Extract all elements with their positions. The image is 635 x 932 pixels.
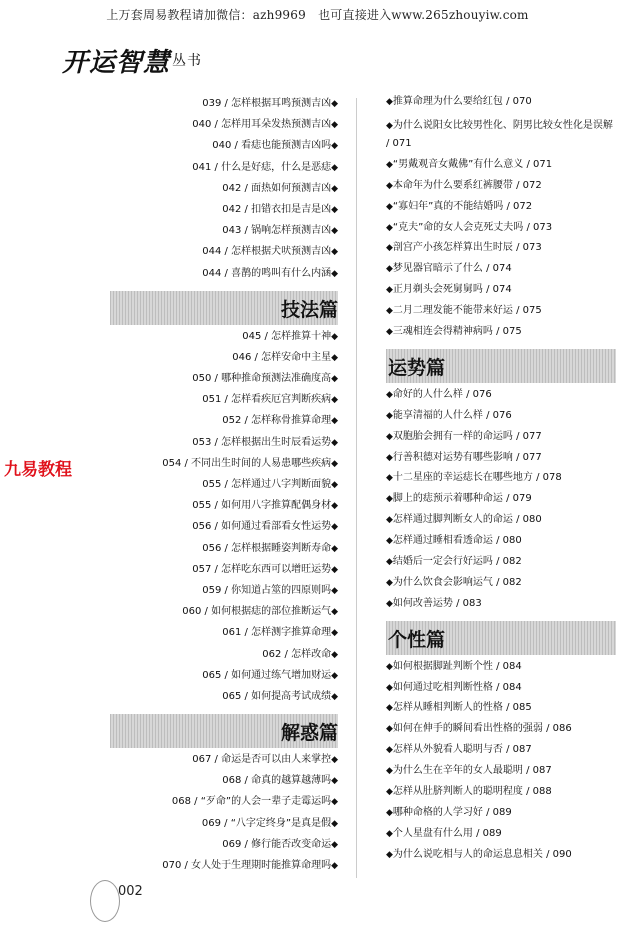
toc-entry-text: 040 / 看痣也能预测吉凶吗 <box>212 140 332 152</box>
toc-right-column <box>386 96 616 870</box>
toc-entry-text: 061 / 怎样测字推算命理 <box>222 627 332 639</box>
diamond-icon: ◆ <box>331 120 338 131</box>
toc-entry-text: 哪种命格的人学习好 / 089 <box>392 806 512 818</box>
diamond-icon: ◆ <box>386 494 393 505</box>
toc-entry[interactable] <box>100 268 338 289</box>
toc-entry[interactable] <box>100 98 338 119</box>
toc-entry-text: 怎样通过脚判断女人的命运 / 080 <box>392 514 542 526</box>
diamond-icon: ◆ <box>331 776 338 787</box>
toc-entry-text: 如何改善运势 / 083 <box>392 597 482 609</box>
toc-entry-text: 043 / 锅响怎样预测吉凶 <box>222 225 332 237</box>
toc-entry[interactable] <box>386 786 616 807</box>
toc-entry[interactable] <box>100 627 338 648</box>
toc-entry-text: 068 / 命真的越算越薄吗 <box>222 775 332 787</box>
diamond-icon: ◆ <box>386 598 393 609</box>
diamond-icon: ◆ <box>331 691 338 702</box>
toc-entry[interactable] <box>100 754 338 775</box>
diamond-icon: ◆ <box>331 395 338 406</box>
toc-entry-text: 为什么饮食会影响运气 / 082 <box>392 576 522 588</box>
toc-entry[interactable] <box>100 458 338 479</box>
diamond-icon: ◆ <box>386 285 393 296</box>
toc-entry[interactable] <box>386 96 616 117</box>
toc-entry-text: 062 / 怎样改命 <box>262 648 332 660</box>
diamond-icon: ◆ <box>331 755 338 766</box>
diamond-icon: ◆ <box>331 141 338 152</box>
diamond-icon: ◆ <box>386 97 393 107</box>
toc-entry-text: 052 / 怎样称骨推算命理 <box>222 415 332 427</box>
toc-entry[interactable] <box>100 204 338 225</box>
toc-entry-text: 050 / 哪种推命预测法准确度高 <box>192 373 332 385</box>
toc-entry[interactable] <box>386 702 616 723</box>
series-title: 开运智慧 <box>62 48 171 78</box>
toc-entry-text: 脚上的痣预示着哪种命运 / 079 <box>392 493 532 505</box>
toc-entry-text: 067 / 命运是否可以由人来掌控 <box>192 754 332 766</box>
diamond-icon: ◆ <box>331 416 338 427</box>
toc-entry[interactable] <box>386 263 616 284</box>
toc-entry[interactable] <box>386 849 616 870</box>
diamond-icon: ◆ <box>386 828 393 839</box>
toc-entry[interactable] <box>100 183 338 204</box>
diamond-icon: ◆ <box>331 649 338 660</box>
diamond-icon: ◆ <box>386 515 393 526</box>
toc-entry[interactable] <box>100 479 338 500</box>
diamond-icon: ◆ <box>386 807 393 818</box>
toc-entry-text: 三魂相连会得精神病吗 / 075 <box>392 326 522 338</box>
diamond-icon: ◆ <box>386 682 393 693</box>
toc-entry[interactable] <box>100 331 338 352</box>
diamond-icon: ◆ <box>331 585 338 596</box>
diamond-icon: ◆ <box>386 849 393 860</box>
toc-entry-text: 056 / 怎样根据睡姿判断寿命 <box>202 542 332 554</box>
diamond-icon: ◆ <box>386 243 393 254</box>
diamond-icon: ◆ <box>386 159 393 170</box>
toc-entry-text: 为什么说吃相与人的命运息息相关 / 090 <box>392 848 572 860</box>
toc-left-group-2 <box>100 331 338 712</box>
diamond-icon: ◆ <box>331 437 338 448</box>
toc-entry[interactable] <box>386 765 616 786</box>
diamond-icon: ◆ <box>386 120 393 131</box>
toc-entry-text: 行善积德对运势有哪些影响 / 077 <box>392 451 542 463</box>
toc-entry[interactable] <box>100 691 338 712</box>
diamond-icon: ◆ <box>331 226 338 237</box>
diamond-icon: ◆ <box>331 818 338 829</box>
toc-entry-text: 个人星盘有什么用 / 089 <box>392 827 502 839</box>
toc-entry[interactable] <box>100 437 338 458</box>
toc-entry[interactable] <box>386 514 616 535</box>
diamond-icon: ◆ <box>331 268 338 279</box>
toc-entry[interactable] <box>386 577 616 598</box>
toc-entry-text: 结婚后一定会行好运吗 / 082 <box>392 556 522 568</box>
site-notice: 上万套周易教程请加微信：azh9969 也可直接进入www.265zhouyiw.com <box>106 8 529 22</box>
toc-entry[interactable] <box>386 493 616 514</box>
toc-entry[interactable] <box>386 305 616 326</box>
toc-entry[interactable] <box>100 606 338 627</box>
toc-entry-text: 为什么生在辛年的女人最聪明 / 087 <box>392 765 552 777</box>
toc-entry-text: 070 / 女人处于生理期时能推算命理吗 <box>162 860 332 871</box>
toc-entry-text: 057 / 怎样吃东西可以增旺运势 <box>192 563 332 575</box>
toc-entry-text: 069 / 修行能否改变命运 <box>222 838 332 850</box>
toc-entry-text: 060 / 如何根据痣的部位推断运气 <box>182 606 332 618</box>
diamond-icon: ◆ <box>386 557 393 568</box>
toc-entry[interactable] <box>100 394 338 415</box>
toc-entry[interactable] <box>386 661 616 682</box>
toc-entry[interactable] <box>100 670 338 691</box>
toc-left-column <box>100 98 338 881</box>
section-title: 个性篇 <box>388 628 446 651</box>
toc-entry-text: 正月剃头会死舅舅吗 / 074 <box>392 284 512 296</box>
diamond-icon: ◆ <box>386 577 393 588</box>
section-header-fortune <box>386 349 616 383</box>
toc-entry[interactable] <box>100 564 338 585</box>
toc-entry-text: 二月二理发能不能带来好运 / 075 <box>392 305 542 317</box>
toc-entry-text: 055 / 怎样通过八字判断面貌 <box>202 479 332 490</box>
diamond-icon: ◆ <box>331 607 338 618</box>
diamond-icon: ◆ <box>386 431 393 442</box>
toc-entry[interactable] <box>100 373 338 394</box>
diamond-icon: ◆ <box>331 374 338 385</box>
toc-entry-text: 梦见器官暗示了什么 / 074 <box>392 263 512 275</box>
toc-entry-text: 能享清福的人什么样 / 076 <box>392 409 512 421</box>
toc-entry-text: 046 / 怎样安命中主星 <box>232 351 332 363</box>
diamond-icon: ◆ <box>386 536 393 547</box>
toc-entry[interactable] <box>100 818 338 839</box>
diamond-icon: ◆ <box>331 628 338 639</box>
series-logo <box>62 42 202 79</box>
toc-entry[interactable] <box>386 326 616 347</box>
toc-entry[interactable] <box>386 682 616 703</box>
toc-entry-text: 怎样从肚脐判断人的聪明程度 / 088 <box>392 786 552 798</box>
diamond-icon: ◆ <box>386 724 393 735</box>
toc-entry[interactable] <box>100 543 338 564</box>
toc-right-group-1 <box>386 96 616 347</box>
toc-entry[interactable] <box>386 472 616 493</box>
toc-entry[interactable] <box>386 535 616 556</box>
diamond-icon: ◆ <box>331 247 338 258</box>
diamond-icon: ◆ <box>386 661 393 672</box>
toc-entry-text: 十二星座的幸运痣长在哪些地方 / 078 <box>392 472 562 484</box>
toc-entry-text: “男戴观音女戴佛”有什么意义 / 071 <box>392 158 553 170</box>
toc-entry[interactable] <box>100 775 338 796</box>
diamond-icon: ◆ <box>331 861 338 871</box>
toc-entry-text: 命好的人什么样 / 076 <box>392 388 492 400</box>
toc-entry[interactable] <box>386 744 616 765</box>
diamond-icon: ◆ <box>386 327 393 338</box>
toc-right-group-3 <box>386 661 616 870</box>
toc-entry-text: 065 / 如何提高考试成绩 <box>222 690 332 702</box>
toc-entry[interactable] <box>100 352 338 373</box>
toc-entry[interactable] <box>386 452 616 473</box>
diamond-icon: ◆ <box>331 183 338 194</box>
toc-entry-text: 051 / 怎样看疾厄宫判断疾病 <box>202 394 332 406</box>
toc-entry-text: 044 / 喜鹊的鸣叫有什么内涵 <box>202 267 332 279</box>
diamond-icon: ◆ <box>386 264 393 275</box>
toc-entry-text: 推算命理为什么要给红包 / 070 <box>392 96 532 107</box>
corner-ornament-icon <box>90 880 120 922</box>
diamond-icon: ◆ <box>386 389 393 400</box>
toc-entry[interactable] <box>386 389 616 410</box>
toc-entry[interactable] <box>100 140 338 161</box>
toc-entry-text: “克夫”命的女人会克死丈夫吗 / 073 <box>392 221 553 233</box>
diamond-icon: ◆ <box>386 452 393 463</box>
toc-entry-text: 044 / 怎样根据犬吠预测吉凶 <box>202 246 332 258</box>
toc-entry-text: 055 / 如何用八字推算配偶身材 <box>192 500 332 512</box>
diamond-icon: ◆ <box>386 787 393 798</box>
toc-entry[interactable] <box>386 431 616 452</box>
toc-entry-text: 053 / 怎样根据出生时辰看运势 <box>192 436 332 448</box>
toc-entry[interactable] <box>100 119 338 140</box>
diamond-icon: ◆ <box>331 797 338 808</box>
toc-entry[interactable] <box>386 222 616 243</box>
toc-entry-text: 042 / 面热如何预测吉凶 <box>222 182 332 194</box>
toc-entry[interactable] <box>100 162 338 183</box>
toc-entry[interactable] <box>100 225 338 246</box>
toc-entry-text: 如何通过吃相判断性格 / 084 <box>392 681 522 693</box>
diamond-icon: ◆ <box>386 473 393 484</box>
toc-entry[interactable] <box>386 807 616 828</box>
diamond-icon: ◆ <box>386 703 393 714</box>
toc-entry[interactable] <box>386 117 616 159</box>
toc-entry-text: 怎样通过睡相看透命运 / 080 <box>392 535 522 547</box>
toc-entry-text: 040 / 怎样用耳朵发热预测吉凶 <box>192 119 332 131</box>
toc-entry[interactable] <box>100 415 338 436</box>
toc-entry[interactable] <box>100 839 338 860</box>
toc-right-group-2 <box>386 389 616 619</box>
diamond-icon: ◆ <box>386 410 393 421</box>
toc-left-group-3 <box>100 754 338 881</box>
toc-entry[interactable] <box>386 410 616 431</box>
section-title: 解惑篇 <box>280 722 338 745</box>
diamond-icon: ◆ <box>331 352 338 363</box>
column-divider <box>356 98 357 878</box>
toc-entry[interactable] <box>386 598 616 619</box>
toc-entry[interactable] <box>386 556 616 577</box>
toc-entry[interactable] <box>386 180 616 201</box>
page-number: 002 <box>118 884 143 899</box>
toc-entry[interactable] <box>100 796 338 817</box>
diamond-icon: ◆ <box>331 162 338 173</box>
toc-entry-text: 039 / 怎样根据耳鸣预测吉凶 <box>202 98 332 109</box>
section-header-qa <box>110 714 338 748</box>
diamond-icon: ◆ <box>331 564 338 575</box>
diamond-icon: ◆ <box>386 306 393 317</box>
toc-entry-text: 056 / 如何通过看部看女性运势 <box>192 521 332 533</box>
toc-entry-text: 本命年为什么要系红裤腰带 / 072 <box>392 179 542 191</box>
diamond-icon: ◆ <box>386 180 393 191</box>
diamond-icon: ◆ <box>331 99 338 109</box>
diamond-icon: ◆ <box>331 458 338 469</box>
toc-entry-text: 如何在伸手的瞬间看出性格的强弱 / 086 <box>392 723 572 735</box>
diamond-icon: ◆ <box>331 670 338 681</box>
toc-entry[interactable] <box>386 242 616 263</box>
diamond-icon: ◆ <box>331 522 338 533</box>
toc-entry-text: 068 / “歹命”的人会一辈子走霉运吗 <box>171 796 332 808</box>
toc-entry[interactable] <box>386 828 616 849</box>
toc-entry-text: 065 / 如何通过练气增加财运 <box>202 669 332 681</box>
toc-entry-text: 069 / “八字定终身”是真是假 <box>201 817 332 829</box>
toc-entry[interactable] <box>386 159 616 180</box>
diamond-icon: ◆ <box>386 766 393 777</box>
toc-entry[interactable] <box>100 500 338 521</box>
diamond-icon: ◆ <box>331 543 338 554</box>
diamond-icon: ◆ <box>386 222 393 233</box>
toc-entry[interactable] <box>100 585 338 606</box>
diamond-icon: ◆ <box>331 204 338 215</box>
series-suffix: 丛书 <box>172 53 203 69</box>
toc-entry[interactable] <box>386 201 616 222</box>
diamond-icon: ◆ <box>386 745 393 756</box>
toc-entry-text: 042 / 扣错衣扣是吉是凶 <box>222 203 332 215</box>
toc-entry-text: 045 / 怎样推算十神 <box>242 330 332 342</box>
toc-entry-text: 059 / 你知道占筮的四原则吗 <box>202 584 332 596</box>
toc-entry-text: 双胞胎会拥有一样的命运吗 / 077 <box>392 430 542 442</box>
toc-entry[interactable] <box>100 521 338 542</box>
toc-entry-text: 怎样从睡相判断人的性格 / 085 <box>392 702 532 714</box>
toc-entry-text: 为什么说阳女比较男性化、阴男比较女性化是误解 / 071 <box>386 119 613 149</box>
toc-entry-text: 怎样从外貌看人聪明与否 / 087 <box>392 744 532 756</box>
toc-entry-text: 剖宫产小孩怎样算出生时辰 / 073 <box>392 242 542 254</box>
diamond-icon: ◆ <box>331 501 338 512</box>
section-title: 运势篇 <box>388 356 446 379</box>
section-title: 技法篇 <box>280 298 338 321</box>
toc-entry[interactable] <box>386 723 616 744</box>
toc-entry-text: 041 / 什么是好痣，什么是恶痣 <box>192 161 332 173</box>
diamond-icon: ◆ <box>331 839 338 850</box>
diamond-icon: ◆ <box>331 331 338 342</box>
toc-left-group-1 <box>100 98 338 289</box>
watermark-text: 九易教程 <box>4 460 72 480</box>
toc-entry-text: 054 / 不同出生时间的人易患哪些疾病 <box>162 457 332 469</box>
toc-entry[interactable] <box>100 860 338 881</box>
diamond-icon: ◆ <box>331 480 338 490</box>
diamond-icon: ◆ <box>386 201 393 212</box>
toc-entry[interactable] <box>386 284 616 305</box>
toc-entry[interactable] <box>100 649 338 670</box>
toc-entry-text: 如何根据脚趾判断个性 / 084 <box>392 660 522 672</box>
section-header-technique <box>110 291 338 325</box>
toc-entry[interactable] <box>100 246 338 267</box>
section-header-personality <box>386 621 616 655</box>
toc-entry-text: “寡妇年”真的不能结婚吗 / 072 <box>392 200 533 212</box>
